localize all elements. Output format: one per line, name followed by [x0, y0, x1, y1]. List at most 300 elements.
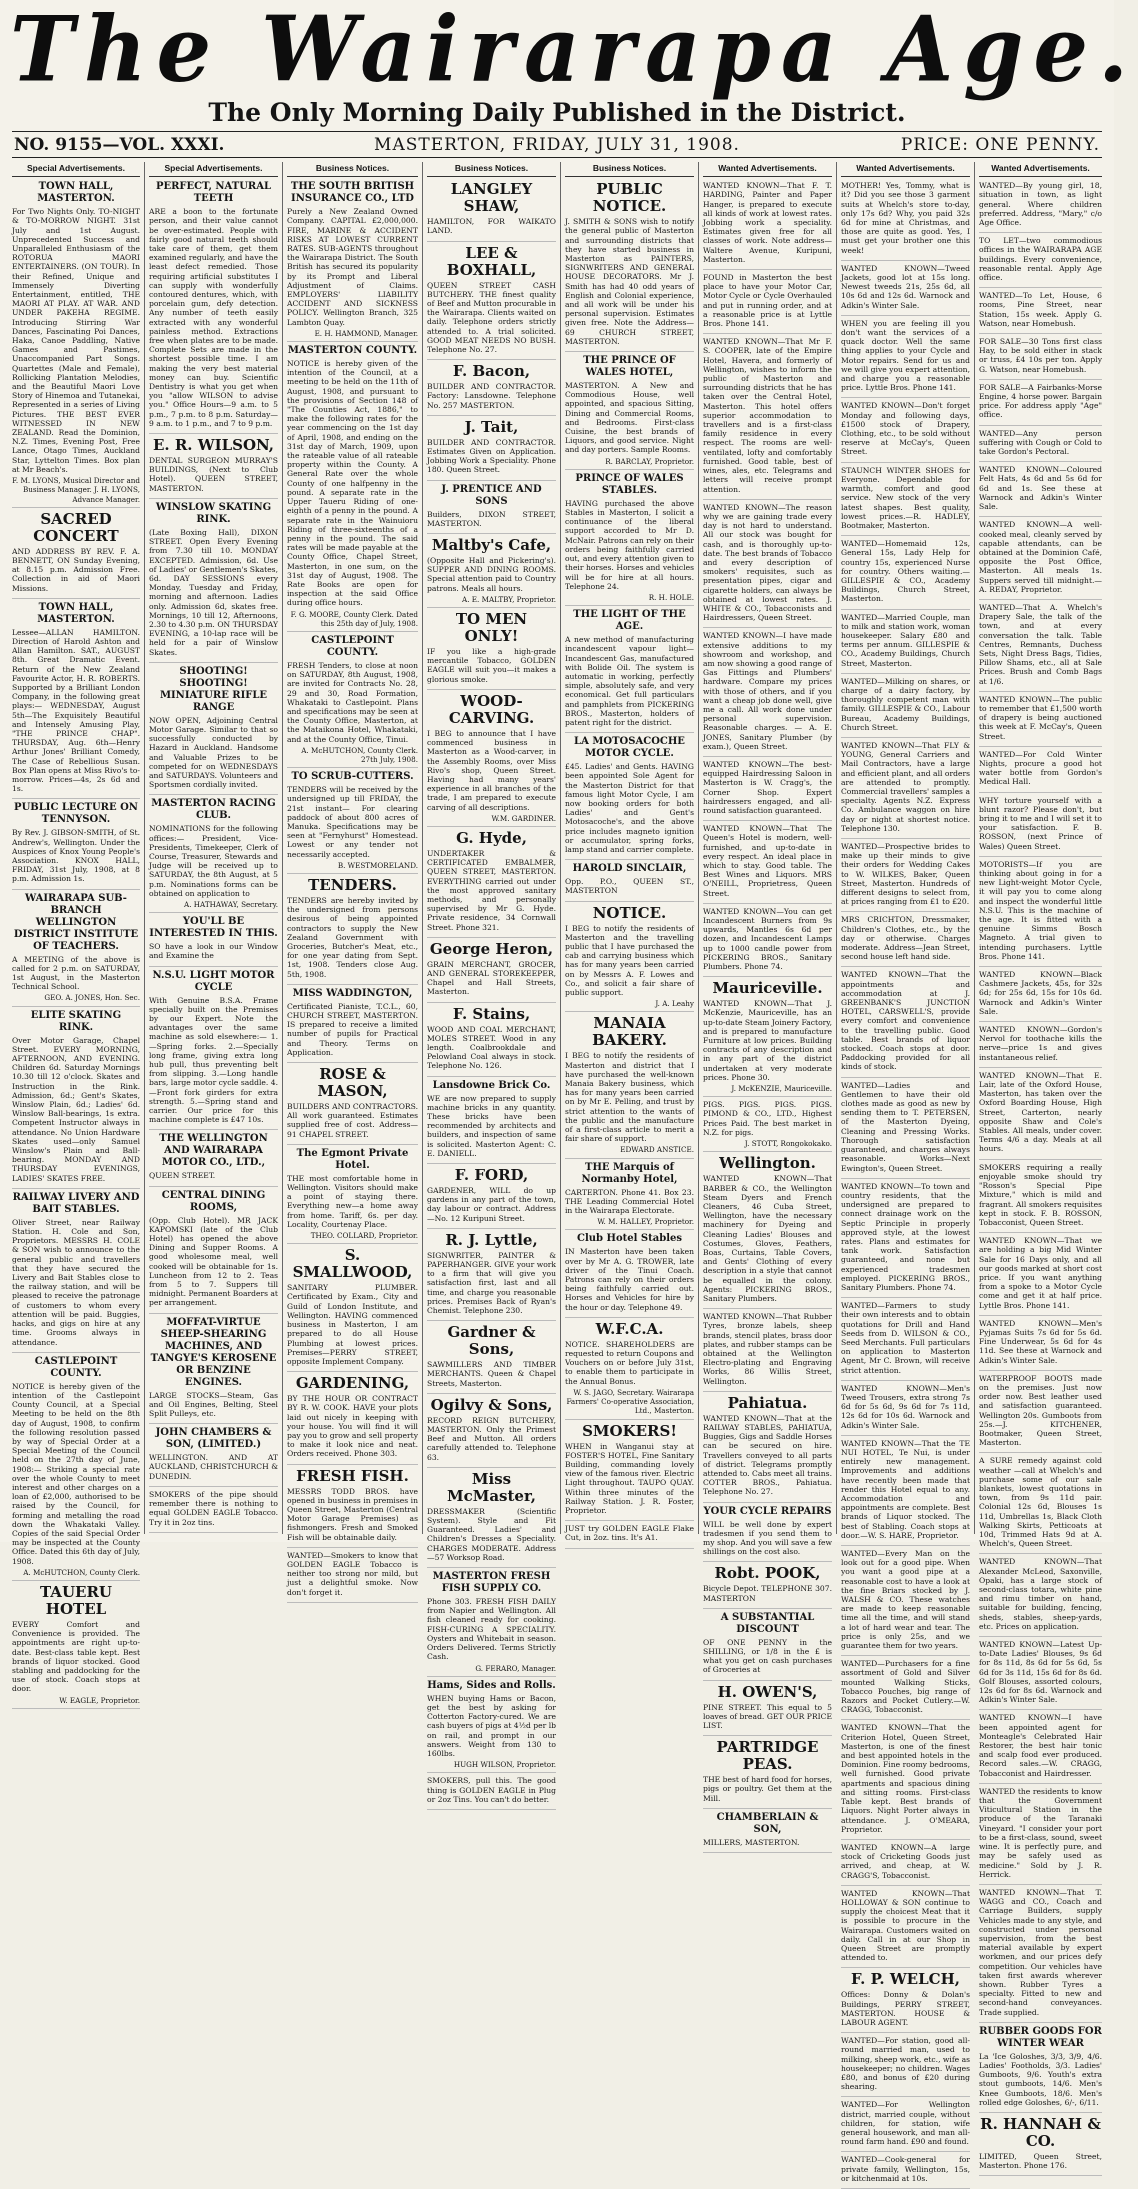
advertisement: [841, 1182, 970, 1298]
advertisement: [287, 1247, 418, 1372]
ad-body: BY THE HOUR OR CONTRACT BY R. W. COOK. HAVE your plots laid out nicely in keeping with your house. You will find it will pay you to grow and sell property to make it look nice and neat. Orders received. Phone 303.: [287, 1394, 418, 1459]
advertisement: [427, 1571, 556, 1677]
ad-body: WELLINGTON. AND AT AUCKLAND, CHRISTCHURCH & DUNEDIN.: [149, 1453, 278, 1481]
advertisement: [979, 860, 1102, 967]
ad-signature: W. EAGLE, Proprietor.: [59, 1695, 140, 1705]
column-header: Wanted Advertisements.: [979, 162, 1102, 177]
ad-body: NOTICE. SHAREHOLDERS are requested to return Coupons and Vouchers on or before July 31st, to enable them to participate in the Annual Bonus.: [565, 1339, 694, 1386]
ad-body: ARE a boon to the fortunate person, and their value cannot be over-estimated. People with fairly good natural teeth should take care of them, get them examined regularly, and have the least defect remedied. Those requiring artificial substitutes I can supply with wonderfully contoured dentures, which, with porcelain gum, defy detection. Any number of teeth easily extracted with any wonderful painless method. Extractions free when plates are to be made. Complete Sets are made in the shortest possible time. I am making the very best material money can buy. Scientific Dentistry is what you get when you "allow WILSON to advise you." Office Hours—9 a.m. to 5 p.m., 7 p.m. to 8 p.m. Saturday—9 a.m. to 1 p.m., and 7 to 9 p.m.: [149, 207, 278, 428]
ad-heading: F. P. WELCH,: [851, 1970, 960, 1989]
column-header: Business Notices.: [287, 162, 418, 177]
column-3: [282, 162, 422, 1597]
ad-body: WANTED—Married Couple, man to milk and station work, woman housekeeper. Salary £80 and terms per annum. GILLESPIE & CO., Academy Buildings, Church Street, Masterton.: [841, 612, 970, 668]
advertisement: [979, 337, 1102, 380]
advertisement: [979, 236, 1102, 288]
advertisement: [12, 893, 140, 1007]
advertisement: [287, 635, 418, 768]
ad-body: SIGNWRITER, PAINTER & PAPERHANGER. GIVE your work to a firm that will give you satisfaction first, last and all time, and charge you reasonable prices. Premises Back of Ryan's Chemist. Telephone 230.: [427, 1250, 556, 1316]
ad-heading: THE PRINCE OF WALES HOTEL,: [583, 355, 676, 379]
column-header: Special Advertisements.: [12, 162, 140, 177]
advertisement: [979, 1236, 1102, 1316]
dateline-bar: [12, 134, 1102, 156]
ad-heading: NOTICE.: [592, 903, 667, 922]
ad-body: NOTICE is hereby given of the intention of the Castlepoint County Council, at a Special Meeting to be held on the 8th day of August, 1908, to confirm the following resolution passed by way of Special Order at a Special Meeting of the Council held on the 27th day of June, 1908:— Striking a special rate over the whole County to meet interest and other charges on a loan of £2,000, authorised to be raised by the Council, for forming and metalling the road down the Whakataki Valley. Copies of the said Special Order may be inspected at the County Office. Dated this 6th day of July, 1908.: [12, 1381, 140, 1566]
advertisement: [979, 970, 1102, 1022]
ad-body: TENDERS will be received by the undersigned up till FRIDAY, the 21st instant— For clearing paddock of about 800 acres of Manuka. Specifications may be seen at "Fernyhurst" Homestead. Lowest or any tender not necessarily accepted.: [287, 785, 418, 859]
advertisement: [12, 1356, 140, 1581]
column-header: Business Notices.: [565, 162, 694, 177]
ad-body: CARTERTON. Phone 41. Box 23. THE Leading Commercial Hotel in the Wairarapa Electorate.: [565, 1187, 694, 1216]
advertisement: [703, 503, 832, 629]
ad-heading: FRESH FISH.: [296, 1466, 409, 1485]
ad-body: WANTED KNOWN—That T. WAGG and CO., Coach and Carriage Builders, supply Vehicles made to any style, and constructed under personal supervision, from the best material available by expert workmen, and our prices defy competition. Our vehicles have taken first awards wherever shown. Rubber Tyres a specialty. Fitted to new and second-hand conveyances. Trade supplied.: [979, 1887, 1102, 2017]
ad-body: Purely a New Zealand Owned Company. CAPITAL £2,000,000. FIRE, MARINE & ACCIDENT RISKS AT LOWEST CURRENT RATES. SUB-AGENTS throughout the Wairarapa District. The South British has secured its popularity by its Prompt and Liberal Adjustment of Claims. EMPLOYERS' LIABILITY ACCIDENT AND SICKNESS POLICY. Wellington Branch, 325 Lambton Quay.: [287, 207, 418, 327]
ad-body: WANTED KNOWN—That Alexander McLeod, Saxonville, Opaki, has a large stock of second-class totara, white pine and rimu timber on hand, suitable for building, fencing, sheds, stables, sheep-yards, etc. Prices on application.: [979, 1557, 1102, 1631]
ad-heading: PERFECT, NATURAL TEETH: [155, 181, 272, 205]
column-2: [144, 162, 282, 1534]
advertisement: [149, 1490, 278, 1533]
ad-body: WANTED KNOWN—A large stock of Cricketing Goods just arrived, and cheap, at W. CRAGG'S, Tobacconist.: [841, 1842, 970, 1880]
ad-heading: JOHN CHAMBERS & SON, (LIMITED.): [155, 1427, 272, 1451]
advertisement: [149, 916, 278, 966]
ad-body: (Opp. Club Hotel). MR JACK KAPOMSKI (late of the Club Hotel) has opened the above Dining and Supper Rooms. A good wholesome meal, well cooked will be obtainable for 1s. Luncheon from 12 to 2. Teas from 5 to 7. Suppers till midnight. Permanent Boarders at per arrangement.: [149, 1215, 278, 1308]
advertisement: [287, 771, 418, 874]
ad-body: WHEN you are feeling ill you don't want the services of a quack doctor. Well the same thing applies to your Cycle and Motor repairs. Send for us and we will give you expert attention, and charge you a reasonable price. Lyttle Bros. Phone 141.: [841, 318, 970, 393]
advertisement: [979, 291, 1102, 334]
ad-body: For Two Nights Only. TO-NIGHT & TO-MORROW NIGHT. 31st July and 1st August. Unprecedented Success and Unparalleled Enthusiasm of the ROTORUA MAORI ENTERTAINERS. (ON TOUR). In their Refined, Unique and Immensely Diverting Entertainment, entitled, THE MAORI AT PLAY. AT WAR. AND UNDER PAKEHA REGIME. Introducing Stirring War Dances, Fascinating Poi Dances, Haka, Canoe Paddling, Native Games and Pastimes, Unaccompanied Part Songs. Quartettes (Male and Female), Rollicking Plantation Melodies, and the Beautiful Maori Love Story of Hinemoa and Tutanekai, Represented in a series of Living Pictures. THE BEST EVER WITNESSED IN NEW ZEALAND. Read the Dominion, N.Z. Times, Evening Post, Free Lance, Otago Times, Auckland Star, Lyttelton Times. Box plan at Mr Beach's.: [12, 207, 140, 474]
ad-body: (Late Boxing Hall), DIXON STREET. Open Every Evening from 7.30 till 10. MONDAY EXCEPTED. Admission, 6d. Use of Ladies' or Gentlemen's Skates, 6d. DAY SESSIONS every Monday, Tuesday and Friday, morning and afternoon. Ladies only. Admission 6d, skates free. Mornings, 10 till 12, Afternoons, 2.30 to 4.30 p.m. ON THURSDAY EVENING, a 10-lap race will be held for a pair of Winslow Skates.: [149, 527, 278, 657]
column-header: Wanted Advertisements.: [841, 162, 970, 177]
ad-signature: W.M. GARDINER.: [491, 813, 556, 823]
advertisement: [703, 1506, 832, 1563]
advertisement: [565, 1524, 694, 1548]
advertisement: [703, 1100, 832, 1152]
ad-signature: J. A. Leahy: [655, 999, 694, 1009]
ad-heading: YOUR CYCLE REPAIRS: [703, 1505, 832, 1517]
ad-body: WANTED KNOWN—That the TE NUI HOTEL, Te Nui, is under entirely new management. Improvements and additions have recently been made that render this Hotel equal to any. Accommodation and appointments are complete. Best brands of Liquor stocked. The best of Stabling. Coach stops at door.—W. S. HARE, Proprietor.: [841, 1438, 970, 1540]
ad-heading: A SUBSTANTIAL DISCOUNT: [720, 1611, 815, 1635]
ad-heading: CASTLEPOINT COUNTY.: [34, 1355, 118, 1379]
column-6: [698, 162, 836, 1847]
ad-body: PIGS. PIGS. PIGS. PIGS. PIMOND & CO., LTD., Highest Prices Paid. The best market in N.Z. for pigs.: [703, 1100, 832, 1137]
ad-heading: ROSE & MASON,: [317, 1065, 388, 1101]
ad-body: WANTED KNOWN—That Mr F. S. COOPER, late of the Empire Hotel, Havera, and formerly of Wellington, wishes to inform the public of Masterton and surrounding districts that he has taken over the Central Hotel, Masterton. This hotel offers superior accommodation to travellers and is a first-class family residence in every respect. The rooms are well-ventilated, lofty and comfortably furnished. Good table, best of wines, ales, etc. Telegrams and letters will receive prompt attention.: [703, 337, 832, 494]
ad-body: A new method of manufacturing incandescent vapour light—Incandescent Gas, manufactured with Bolide Oil. The system is automatic in working, perfectly simple, absolutely safe, and very economical. Get full particulars and pamphlets from PICKERING BROS., Masterton, holders of patent right for the district.: [565, 635, 694, 727]
ad-body: SMOKERS, pull this. The good thing is GOLDEN EAGLE in Plug or 2oz Tins. You can't do better.: [427, 1776, 556, 1804]
ad-body: PINE STREET. This equal to 5 loaves of bread. GET OUR PRICE LIST.: [703, 1702, 832, 1731]
ad-body: Offices: Donny & Dolan's Buildings, PERRY STREET, MASTERTON. HOUSE & LABOUR AGENT.: [841, 1990, 970, 2027]
ad-body: Builders, DIXON STREET, MASTERTON.: [427, 509, 556, 528]
ad-body: WANTED—Any person suffering with Cough or Cold to take Gordon's Pectoral.: [979, 428, 1102, 457]
ad-body: WANTED—For station, good all-round married man, used to milking, sheep work, etc., wife as housekeeper; no children. Wages £80, and bonus of £20 during shearing.: [841, 2036, 970, 2092]
ad-heading: Lansdowne Brick Co.: [432, 1079, 551, 1091]
advertisement: [427, 537, 556, 608]
column-header: Special Advertisements.: [149, 162, 278, 177]
advertisement: [427, 611, 556, 690]
ad-heading: THE Marquis of Normanby Hotel,: [581, 1161, 678, 1185]
ad-body: WANTED—Farmers to study their own interests and to obtain quotations for Drill and Hand Seeds from D. WILSON & CO., Seed Merchants. Full particulars on application to Masterton Agent, Mr C. Brown, will receive strict attention.: [841, 1301, 970, 1375]
advertisement: [427, 1471, 556, 1568]
ad-body: UNDERTAKER & CERTIFICATED EMBALMER, QUEEN STREET, MASTERTON. EVERYTHING carried out under the most approved sanitary methods, and personally supervised by Mr G. Hyde. Private residence, 34 Cornwall Street. Phone 321.: [427, 848, 556, 932]
dateline: MASTERTON, FRIDAY, JULY 31, 1908.: [374, 135, 740, 155]
ad-heading: Hams, Sides and Rolls.: [427, 1679, 556, 1691]
newspaper-subtitle: The Only Morning Daily Published in the District.: [208, 98, 906, 127]
ad-heading: R. J. Lyttle,: [445, 1230, 538, 1249]
ad-heading: WOOD-CARVING.: [448, 691, 535, 727]
advertisement: [841, 1439, 970, 1546]
ad-heading: THE LIGHT OF THE AGE.: [573, 609, 686, 633]
ad-body: WANTED KNOWN—A well-cooked meal, cleanly served by capable attendants, can be obtained at the Dominion Café, opposite the Post Office, Masterton. All meals 1s. Suppers served till midnight.—A. REDAY, Proprietor.: [979, 520, 1102, 594]
ad-body: WANTED—Smokers to know that GOLDEN EAGLE Tobacco is neither too strong nor mild, but just a delightful smoke. Now don't forget it.: [287, 1550, 418, 1597]
advertisement: [12, 1192, 140, 1353]
column-1: [8, 162, 144, 1705]
ad-body: (Opposite Hall and Pickering's). SUPPER AND DINING ROOMS. Special attention paid to Country patrons. Meals all hours.: [427, 556, 556, 593]
advertisement: [427, 1680, 556, 1774]
ad-heading: George Heron,: [429, 939, 554, 958]
ad-body: I BEG to notify the residents of Masterton and the travelling public that I have purchased the cab and carrying business which has for many years been carried on by Messrs A. F. Lowes and Co., and solicit a fair share of public support.: [565, 923, 694, 997]
ad-body: SO have a look in our Window and Examine the: [149, 942, 278, 961]
ad-heading: R. HANNAH & CO.: [980, 2114, 1101, 2150]
ad-heading: PRINCE OF WALES STABLES.: [575, 472, 684, 496]
ad-body: WATERPROOF BOOTS made on the premises. Just now order now. Best leather used and satisfaction guaranteed. Wellington 20s. Gumboots from 25s.—J. KITCHENER, Bootmaker, Queen Street, Masterton.: [979, 1373, 1102, 1448]
ad-signature: F. G. MOORE, County Clerk. Dated this 25th day of July, 1908.: [290, 609, 418, 628]
issue-number: NO. 9155—VOL. XXXI.: [14, 135, 225, 155]
advertisement: [149, 502, 278, 663]
advertisement: [979, 383, 1102, 426]
ad-body: WANTED—Purchasers for a fine assortment of Gold and Silver mounted Walking Sticks, Tobacco Pouches, big range of Razors and Pocket Cutlery.—W. CRAGG, Tobacconist.: [841, 1659, 970, 1715]
ad-heading: TENDERS.: [308, 876, 397, 894]
ad-body: MRS CRICHTON, Dressmaker, Children's Clothes, etc., by the day or otherwise. Charges moderate. Address—Jean Street, second house left hand side.: [841, 915, 970, 962]
advertisement: [703, 1565, 832, 1608]
ad-body: Oliver Street, near Railway Station. H. Cole and Son, Proprietors. MESSRS H. COLE & SON wish to announce to the general public and travellers that they have secured the Livery and Bait Stables close to the railway station, and will be pleased to receive the patronage of customers to whom every attention will be paid. Buggies, hacks, and gigs on hire at any time. Grooms always in attendance.: [12, 1217, 140, 1347]
ad-body: By Rev. J. GIBSON-SMITH, of St. Andrew's, Wellington. Under the Auspices of Knox Young People's Association. KNOX HALL, FRIDAY, 31st July, 1908, at 8 p.m. Admission 1s.: [12, 828, 140, 884]
ad-body: OF ONE PENNY in the SHILLING, or 1/8 in the £ is what you get on cash purchases of Groceries at: [703, 1637, 832, 1675]
ad-heading: RAILWAY LIVERY AND BAIT STABLES.: [12, 1191, 140, 1215]
ad-body: WANTED KNOWN—You can get Incandescent Burners from 9s upwards, Mantles 6s 6d per dozen, and Incandescent Lamps up to 1000 candle power from PICKERING BROS., Sanitary Plumbers. Phone 74.: [703, 906, 832, 972]
ad-body: WANTED KNOWN—That the appointments and accommodation at J. GREENBANK'S JUNCTION HOTEL, CARSWELL'S, provide every comfort and convenience to the travelling public. Good table. Best brands of liquor stocked. Coach stops at door. Paddocking provided for all kinds of stock.: [841, 970, 970, 1072]
ad-body: MESSRS TODD BROS. have opened in business in premises in Queen Street, Masterton (Central Motor Garage Premises) as fishmongers. Fresh and Smoked Fish will be obtainable daily.: [287, 1486, 418, 1542]
ad-heading: G. Hyde,: [456, 828, 527, 847]
ad-heading: TO MEN ONLY!: [455, 610, 528, 646]
ad-body: SMOKERS of the pipe should remember there is nothing to equal GOLDEN EAGLE Tobacco. Try it in 2oz tins.: [149, 1489, 278, 1527]
ad-body: QUEEN STREET.: [149, 1171, 216, 1181]
ad-heading: PUBLIC NOTICE.: [592, 180, 667, 216]
ad-heading: SMOKERS!: [582, 1421, 677, 1440]
ad-body: J. SMITH & SONS wish to notify the general public of Masterton and surrounding districts that they have started business in Masterton as PAINTERS, SIGNWRITERS AND GENERAL HOUSE DECORATORS. Mr J. Smith has had 40 odd years of English and Colonial experience, and all work will be under his personal supervision. Estimates given free. Note the Address— 69 CHURCH STREET, MASTERTON.: [565, 217, 694, 346]
ad-body: WANTED KNOWN—I have been appointed agent for Monteagle's Celebrated Hair Restorer, the best hair tonic and scalp food ever produced. Record sales.—W. CRAGG, Tobacconist and Hairdresser.: [979, 1713, 1102, 1778]
ad-body: Opp. P.O., QUEEN ST., MASTERTON: [565, 877, 694, 896]
advertisement: [841, 842, 970, 912]
advertisement: [979, 603, 1102, 692]
advertisement: [427, 484, 556, 534]
advertisement: [979, 2116, 1102, 2176]
advertisement: [703, 631, 832, 757]
advertisement: [841, 466, 970, 536]
advertisement: [12, 802, 140, 889]
advertisement: [703, 907, 832, 977]
ad-body: WHEN in Wanganui stay at FOSTER'S HOTEL, Fine Sanitary Building, commanding lovely view of the famous river. Electric Light throughout. TAUPO QUAY. Within three minutes of the Railway Station. J. R. Foster, Proprietor.: [565, 1441, 694, 1515]
advertisement: [841, 677, 970, 738]
ad-heading: TO SCRUB-CUTTERS.: [291, 771, 414, 783]
ad-heading: LA MOTOSACOCHE MOTOR CYCLE.: [574, 736, 685, 760]
advertisement: [979, 1163, 1102, 1233]
advertisement: [703, 1155, 832, 1309]
ad-heading: W.F.C.A.: [595, 1319, 664, 1338]
advertisement: [287, 1375, 418, 1464]
advertisement: [841, 613, 970, 674]
advertisement: [427, 830, 556, 938]
ad-body: WANTED KNOWN—Black Cashmere Jackets, 45s, for 32s 6d; for 25s 6d, 15s for 10s 6d. Warnock and Adkin's Winter Sale.: [979, 970, 1102, 1016]
advertisement: [841, 2155, 970, 2189]
ad-heading: THE SOUTH BRITISH INSURANCE CO., LTD: [290, 181, 415, 205]
advertisement: [841, 1723, 970, 1839]
advertisement: [149, 970, 278, 1131]
ad-body: DENTAL SURGEON MURRAY'S BUILDINGS, (Next to Club Hotel). QUEEN STREET, MASTERTON.: [149, 456, 278, 493]
ad-body: WHY torture yourself with a blunt razor? Please don't, but bring it to me and I will set it to your satisfaction. F. B. ROSSON, (next Prince of Wales) Queen Street.: [979, 795, 1102, 851]
ad-heading: F. FORD,: [454, 1166, 529, 1184]
advertisement: [427, 1006, 556, 1077]
ad-body: WANTED—Prospective brides to make up their minds to give their orders for Wedding Cakes to W. WILKES, Baker, Queen Street, Masterton. Hundreds of different designs to select from, at prices ranging from £1 to £20.: [841, 842, 970, 907]
ad-body: BUILDERS AND CONTRACTORS. All work guaranteed. Estimates supplied free of cost. Address— 91 CHAPEL STREET.: [287, 1102, 418, 1139]
ad-signature: EDWARD ANSTICE.: [620, 1145, 694, 1155]
advertisement: [703, 181, 832, 270]
ad-body: QUEEN STREET CASH BUTCHERY. THE finest quality of Beef and Mutton procurable in the Wairarapa. Clients waited on daily. Telephone orders strictly attended to. A trial solicited. GOOD MEAT NEEDS NO BUSH. Telephone No. 27.: [427, 280, 556, 355]
ad-heading: CHAMBERLAIN & SON,: [716, 1811, 819, 1835]
ad-body: WANTED KNOWN—Men's Pyjamas Suits 7s 6d for 5s 6d. Fine Underwear, 5s 6d for 4s 11d. See these at Warnock and Adkin's Winter Sale.: [979, 1318, 1102, 1365]
ad-heading: YOU'LL BE INTERESTED IN THIS.: [149, 916, 278, 940]
ad-body: TO LET—two commodious offices in the WAIRARAPA AGE buildings. Every convenience, reasonable rental. Apply Age office.: [979, 236, 1102, 283]
advertisement: [565, 1321, 694, 1420]
ad-body: NOW OPEN, Adjoining Central Motor Garage. Similar to that so successfully conducted by Hazard in Auckland. Handsome and Valuable Prizes to be competed for on WEDNESDAYS and SATURDAYS. Volunteers and Sportsmen cordially invited.: [149, 715, 278, 790]
advertisement: [565, 905, 694, 1013]
ad-body: I BEG to notify the residents of Masterton and district that I have purchased the well-known Manaia Bakery business, which has for many years been carried on by Mr E. Pelling, and trust by strict attention to the wants of the public and the manufacture of a first-class article to merit a fair share of support.: [565, 1051, 694, 1144]
advertisement: [841, 1081, 970, 1179]
advertisement: [979, 1640, 1102, 1710]
column-header: Business Notices.: [427, 162, 556, 177]
ad-heading: TAUERU HOTEL: [39, 1582, 113, 1618]
ad-signature: F. M. LYONS, Musical Director and Business Manager. J. H. LYONS, Advance Manager.: [12, 476, 140, 504]
advertisement: [841, 539, 970, 609]
ad-signature: R. H. HOLE.: [648, 592, 694, 602]
ad-heading: RUBBER GOODS FOR WINTER WEAR: [979, 2025, 1102, 2049]
advertisement: [565, 1015, 694, 1158]
ad-body: WANTED KNOWN—I have made extensive additions to my showroom and workshop, and am now showing a good range of Gas Fittings and Plumbers' hardware. Compare my prices with those of others, and if you want a cheap job done well, give me a call. All work done under personal supervision. Reasonable charges. — A. E. JONES, Sanitary Plumber (by exam.), Queen Street.: [703, 631, 832, 751]
advertisement: [841, 2100, 970, 2152]
advertisement: [287, 877, 418, 985]
ad-body: WANTED KNOWN—That we are holding a big Mid Winter Sale for 16 Days only, and all our goods marked at short cost price. If you want anything from a spoke to a Motor Cycle come and get it at half price. Lyttle Bros. Phone 141.: [979, 1236, 1102, 1310]
advertisement: [287, 1551, 418, 1603]
ad-body: WANTED KNOWN—That the Criterion Hotel, Queen Street, Masterton, is one of the finest and best appointed hotels in the Dominion. Fine roomy bedrooms, well furnished. Good private apartments and spacious dining and sitting rooms. First-class Table kept. Best brands of Liquors. Night Porter always in attendance. J. O'MEARA, Proprietor.: [841, 1723, 970, 1834]
advertisement: [979, 1071, 1102, 1160]
ad-heading: TOWN HALL, MASTERTON.: [37, 601, 115, 625]
advertisement: [841, 401, 970, 462]
ad-heading: WINSLOW SKATING RINK.: [155, 501, 272, 525]
advertisement: [149, 1190, 278, 1314]
ad-heading: MANAIA BAKERY.: [592, 1014, 667, 1050]
newspaper-title: The Wairarapa Age.: [10, 0, 1138, 103]
advertisement: [979, 181, 1102, 233]
advertisement: [427, 363, 556, 416]
advertisement: [427, 1080, 556, 1164]
ad-body: A MEETING of the above is called for 2 p.m. on SATURDAY, 1st August, in the Masterton Technical School.: [12, 954, 140, 992]
ad-body: WHEN buying Hams or Bacon, get the best by asking for Cotterton Factory-cured. We are cash buyers of pigs at 4½d per lb on rail, and prompt in our answers. Weight from 130 to 160lbs.: [427, 1693, 556, 1758]
ad-heading: J. Tait,: [464, 417, 519, 436]
ad-heading: Miss McMaster,: [446, 1469, 536, 1505]
advertisement: [841, 181, 970, 261]
advertisement: [12, 511, 140, 599]
masthead: [0, 0, 1138, 150]
ad-heading: E. R. WILSON,: [152, 436, 275, 455]
ad-body: MASTERTON. A New and Commodious House, well appointed, and spacious Sitting, Dining and Commercial Rooms, and Bedrooms. First-class Cuisine, the best brands of Liquors, and good service. Night and day porters. Sample Rooms.: [565, 381, 694, 455]
ad-heading: LANGLEY SHAW,: [450, 180, 533, 216]
ad-heading: H. OWEN'S,: [717, 1682, 818, 1701]
ad-body: TENDERS are hereby invited by the undersigned from persons desirous of being appointed contractors to supply the New Zealand Government with Groceries, Butcher's Meat, etc., for one year dating from Sept. 1st, 1908. Tenders close Aug. 5th, 1908.: [287, 896, 418, 979]
advertisement: [979, 1557, 1102, 1637]
advertisement: [565, 355, 694, 470]
ad-body: Lessee—ALLAN HAMILTON. Direction of Harold Ashton and Allan Hamilton. SAT., AUGUST 8th. Great Dramatic Event. Return of the New Zealand Favourite Actor, H. R. ROBERTS. Supported by a Brilliant London Company, in the following great plays:— WEDNESDAY, August 5th—The Exquisitely Beautiful and Intensely Amusing Play, "THE PRINCE CHAP". THURSDAY, Aug. 6th—Henry Arthur Jones' Brilliant Comedy, The Case of Rebellious Susan. Box Plan opens at Miss Rivo's to-morrow. Prices—4s, 2s 6d and 1s.: [12, 627, 140, 794]
advertisement: [287, 988, 418, 1063]
advertisement: [427, 419, 556, 481]
ad-body: WANTED KNOWN—The best-equipped Hairdressing Saloon in Masterton is W. Cragg's, the Corner Shop. Expert hairdressers engaged, and all-round satisfaction guaranteed.: [703, 759, 832, 815]
advertisement: [841, 970, 970, 1077]
ad-body: AND ADDRESS BY REV. F. A. BENNETT, ON Sunday Evening, at 8.15 p.m. Admission Free. Collection in aid of Maori Missions.: [12, 546, 140, 593]
ad-heading: Gardner & Sons,: [447, 1323, 536, 1359]
advertisement: [565, 609, 694, 733]
ad-body: WANTED KNOWN—That at the RAILWAY STABLES, PAHIATUA, Buggies, Gigs and Saddle Horses can be secured on hire. Travellers conveyed to all parts of district. Telegrams promptly attended to. Cabs meet all trains. COTTER BROS., Pahiatua. Telephone No. 27.: [703, 1413, 832, 1497]
ad-heading: Wellington.: [719, 1154, 816, 1173]
ad-body: SAWMILLERS AND TIMBER MERCHANTS. Queen & Chapel Streets, Masterton.: [427, 1360, 556, 1388]
ad-heading: CASTLEPOINT COUNTY.: [311, 634, 394, 658]
ad-body: WANTED KNOWN—To town and country residents, that the undersigned are prepared to connect drainage work on the Septic Principle in properly approved style, at the lowest rates. Plans and estimates for tank work. Satisfaction guaranteed, and none but experienced tradesmen employed. PICKERING BROS., Sanitary Plumbers. Phone 74.: [841, 1181, 970, 1292]
ad-body: HAMILTON, FOR WAIKATO LAND.: [427, 217, 556, 236]
ad-body: WANTED—For Wellington district, married couple, without children, for station, wife general housework, and man all-round farm hand. £90 and found.: [841, 2100, 970, 2147]
ad-heading: GARDENING,: [295, 1374, 410, 1393]
advertisement: [841, 1549, 970, 1656]
advertisement: [427, 1232, 556, 1321]
ad-heading: PARTRIDGE PEAS.: [716, 1738, 819, 1774]
ad-body: WANTED KNOWN—The public to remember that £1,500 worth of drapery is being auctioned this week at F. McCay's, Queen Street.: [979, 694, 1102, 741]
ad-body: WANTED KNOWN—That E. Lair, late of the Oxford House, Masterton, has taken over the Oxford Boarding House, High Street, Carterton, nearly opposite Shaw and Cole's Stables. All meals, under cover. Terms 4/6 a day. Meals at all hours.: [979, 1070, 1102, 1154]
dateline-top-rule: [12, 131, 1102, 132]
advertisement: [703, 1812, 832, 1853]
ad-heading: Club Hotel Stables: [577, 1233, 682, 1245]
ad-body: RECORD REIGN BUTCHERY, MASTERTON. Only the Primest Beef and Mutton. All orders carefully attended to. Telephone 63.: [427, 1415, 556, 1462]
ad-body: WANTED KNOWN—Tweed Jackets, good lot at 15s long. Newest tweeds 21s, 25s 6d, all 10s 6d and 12s 6d. Warnock and Adkin's Winter Sale.: [841, 263, 970, 310]
ad-body: MOTORISTS—If you are thinking about going in for a new Light-weight Motor Cycle, it will pay you to come along and inspect the wonderful little N.S.U. This is the machine of the age. It is fitted with a genuine Simms Bosch Magneto. A trial given to intending purchasers. Lyttle Bros. Phone 141.: [979, 859, 1102, 961]
ad-body: BUILDER AND CONTRACTOR. Estimates Given on Application. Jobbing Work a Speciality. Phone 180. Queen Street.: [427, 437, 556, 475]
ad-body: WANTED KNOWN—Gordon's Nervol for toothache kills the nerve—price 1s and gives instantaneous relief.: [979, 1025, 1102, 1062]
advertisement: [287, 1468, 418, 1548]
advertisement: [841, 264, 970, 316]
advertisement: [703, 1684, 832, 1737]
advertisement: [565, 863, 694, 901]
ad-body: LIMITED, Queen Street, Masterton. Phone 176.: [979, 2151, 1102, 2171]
ad-body: JUST try GOLDEN EAGLE Flake Cut, in 2oz. tins. It's A1.: [565, 1524, 694, 1543]
advertisement: [427, 181, 556, 241]
ad-body: THE best of hard food for horses, pigs or poultry. Get them at the Mill.: [703, 1775, 832, 1803]
ad-body: BUILDER AND CONTRACTOR. Factory: Lansdowne. Telephone No. 257 MASTERTON.: [427, 382, 556, 410]
ad-body: Over Motor Garage, Chapel Street. EVERY MORNING, AFTERNOON, AND EVENING. Children 6d. Saturday Mornings 10.30 till 12 o'clock. Skates and Instruction in the Rink. Admission, 6d.; Gent's Skates, Winslow Plain, 6d.; Ladies' 6d. Winslow Ball-bearings, 1s extra. Competent Instructor always in attendance. No Union Hardware Skates used—only Samuel Winslow's Plain and Ball-bearing. MONDAY AND THURSDAY EVENINGS, LADIES' SKATES FREE.: [12, 1035, 140, 1183]
advertisement: [427, 1397, 556, 1468]
advertisement: [841, 2036, 970, 2097]
ad-body: WE are now prepared to supply machine bricks in any quantity. These bricks have been recommended by architects and builders, and inspection of same is solicited. Masterton Agent: C. E. DANIELL.: [427, 1093, 556, 1158]
ad-body: WANTED KNOWN—That HOLLOWAY & SON continue to supply the choicest Meat that it is possible to procure in the Wairarapa. Customers waited on daily. Call in at our Shop in Queen Street are promptly attended to.: [841, 1888, 970, 1963]
ad-body: WANTED KNOWN—That J. McKenzie, Mauriceville, has an up-to-date Steam Joinery Factory, and is prepared to manufacture Furniture at low prices. Building contracts of any description and in any part of the district undertaken at very moderate prices. Phone 30.: [703, 999, 832, 1082]
advertisement: [979, 1025, 1102, 1068]
advertisement: [427, 693, 556, 827]
advertisement: [703, 273, 832, 334]
ad-body: THE most comfortable home in Wellington. Visitors should make a point of staying there. Everything new—a home away from home. Tariff, 6s. per day. Locality, Courtenay Place.: [287, 1173, 418, 1229]
advertisement: [979, 695, 1102, 747]
advertisement: [703, 1312, 832, 1392]
advertisement: [703, 1395, 832, 1503]
ad-heading: THE WELLINGTON AND WAIRARAPA MOTOR CO., LTD.,: [159, 1133, 268, 1169]
ad-body: WANTED—For Cold Winter Nights, procure a good hot water bottle from Gordon's Medical Hall.: [979, 749, 1102, 787]
ad-body: NOTICE is hereby given of the intention of the Council, at a meeting to be held on the 11th of August, 1908, and pursuant to the provisions of Section 148 of "The Counties Act, 1886," to make the following rates for the year commencing on the 1st day of April, 1908, and ending on the 31st day of March, 1909, upon the rateable value of all rateable property within the County. A General Rate over the whole County of one halfpenny in the pound. A separate rate in the Upper Taueru Riding of one-eighth of a penny in the pound. A separate rate in the Wainuioru Riding of three-sixteenths of a penny in the pound. The said rates will be made payable at the County Office, Chapel Street, Masterton, in one sum, on the 31st day of August, 1908. The Rate Books are open for inspection at the said Office during office hours.: [287, 359, 418, 608]
ad-body: £45. Ladies' and Gents. HAVING been appointed Sole Agent for the Masterton District for that famous light Motor Cycle, I am now booking orders for both Ladies' and Gent's Motosacoche's, and the above price includes magneto ignition or accumulator, spring forks, lamp stand and carrier complete.: [565, 762, 694, 854]
ad-body: IF you like a high-grade mercantile Tobacco, GOLDEN EAGLE will suit you—it makes a glorious smoke.: [427, 647, 556, 684]
advertisement: [427, 1324, 556, 1394]
ad-body: WOOD AND COAL MERCHANT, MOLES STREET. Wood in any length. Coalbrookdale and Pelowland Coal always in stock. Telephone No. 126.: [427, 1024, 556, 1071]
ad-body: NOMINATIONS for the following offices:— President, Vice-Presidents, Timekeeper, Clerk of Course, Treasurer, Stewards and Judge will be received up to SATURDAY, the 8th August, at 5 p.m. Nominations forms can be obtained on application to: [149, 824, 278, 898]
advertisement: [979, 1888, 1102, 2023]
ad-body: WANTED KNOWN—Latest Up-to-Date Ladies' Blouses, 9s 6d for 8s 11d, 8s 6d for 5s 6d, 5s 6d for 3s 11d, 15s 6d for 8s 6d. Golf Blouses, assorted colours, 12s 6d for 8s 6d. Warnock and Adkin's Winter Sale.: [979, 1640, 1102, 1705]
ad-body: With Genuine B.S.A. Frame specially built on the Premises by our Expert. Note the advantages over the same machine as sold elsewhere:— 1.—Spring forks. 2.—Specially long frame, giving extra long hub pull, thus preventing belt from slipping. 3.—Long handle bars, large motor cycle saddle. 4.—Front fork girders for extra strength. 5.—Spring stand and carrier. Our price for this machine complete is £47 10s.: [149, 995, 278, 1125]
advertisement: [841, 1659, 970, 1720]
ad-body: FOR SALE—A Fairbanks-Morse Engine, 4 horse power. Bargain price. For address apply "Age" office.: [979, 382, 1102, 420]
advertisement: [703, 824, 832, 904]
ad-body: WILL be well done by expert tradesmen if you send them to my shop. And you will save a few shillings on the cost also.: [703, 1519, 832, 1557]
advertisement: [565, 473, 694, 606]
ad-heading: MASTERTON FRESH FISH SUPPLY CO.: [432, 1571, 551, 1595]
ad-heading: F. Stains,: [452, 1004, 531, 1023]
advertisement: [979, 465, 1102, 517]
ad-body: WANTED the residents to know that the Government Viticultural Station in the produce of the Taranaki Vineyard. "I consider your port to be a first-class, sound, sweet wine. It is perfectly pure, and may be safely used as medicine." Sold by J. R. Herrick.: [979, 1786, 1102, 1879]
advertisement: [841, 741, 970, 839]
advertisement: [841, 1889, 970, 1969]
ad-body: WANTED—That A. Whelch's Drapery Sale, the talk of the town, and at every conversation the talk. Table Centres, Remnants, Duchess Sets, Night Dress Bags, Tidies, Pillow Shams, etc., all at Sale Prices. Brush and Comb Bags at 1/6.: [979, 602, 1102, 686]
advertisement: [979, 2026, 1102, 2113]
ad-body: EVERY Comfort and Convenience is provided. The appointments are right up-to-date. Best-class table kept. Best brands of liquor stocked. Good stabling and paddocking for the use of stock. Coach stops at door.: [12, 1619, 140, 1694]
ad-body: WANTED KNOWN—That FLY & YOUNG, General Carriers and Mail Contractors, have a large and efficient plant, and all orders are attended to promptly. Commercial travellers' samples a specialty. Agents N.Z. Express Co. Ambulance waggon on hire day or night at shortest notice. Telephone 130.: [841, 740, 970, 833]
advertisement: [979, 1456, 1102, 1554]
ad-body: SANITARY PLUMBER. Certificated by Exam., City and Guild of London Institute, and Wellington. HAVING commenced business in Masterton, I am prepared to do all House Plumbing at lowest prices. Premises—PERRY STREET, opposite Implement Company.: [287, 1283, 418, 1366]
advertisement: [979, 429, 1102, 463]
column-5: [560, 162, 698, 1543]
advertisement: [149, 181, 278, 434]
ad-signature: THEO. COLLARD, Proprietor.: [310, 1231, 418, 1241]
ad-heading: Maltby's Cafe,: [431, 536, 552, 555]
ad-body: STAUNCH WINTER SHOES for Everyone. Dependable for warmth, comfort and good service. New stock of the very latest shapes. Best quality, lowest prices.—R. HADLEY, Bootmaker, Masterton.: [841, 465, 970, 530]
advertisement: [979, 1787, 1102, 1885]
advertisement: [841, 1971, 970, 2033]
column-8: [974, 162, 1106, 2171]
ad-body: WANTED KNOWN—That The Queen's Hotel is modern, well-furnished, and up-to-date in every respect. An ideal place in which to stay. Good table. The Best Wines and Liquors. MRS O'NEILL, Proprietress, Queen Street.: [703, 824, 832, 898]
ad-heading: MASTERTON RACING CLUB.: [151, 798, 276, 822]
advertisement: [565, 1162, 694, 1231]
ad-body: Phone 303. FRESH FISH DAILY from Napier and Wellington. All fish cleaned ready for cooking. FISH-CURING A SPECIALITY. Oysters and Whitebait in season. Orders Delivered. Terms Strictly Cash.: [427, 1597, 556, 1662]
ad-heading: The Egmont Private Hotel.: [296, 1147, 409, 1171]
ad-heading: Robt. POOK,: [714, 1564, 821, 1583]
ad-signature: HUGH WILSON, Proprietor.: [453, 1760, 556, 1770]
advertisement: [979, 1374, 1102, 1454]
dateline-bottom-rule: [12, 157, 1102, 158]
column-header: Wanted Advertisements.: [703, 162, 832, 177]
ad-body: WANTED KNOWN—That Rubber Tyres, bronze labels, sheep brands, stencil plates, brass door plates, and rubber stamps can be obtained at the Wellington Electro-plating and Engraving Works, 86 Willis Street, Wellington.: [703, 1312, 832, 1386]
price: PRICE: ONE PENNY.: [900, 135, 1100, 155]
advertisement: [287, 1148, 418, 1244]
ad-heading: ELITE SKATING RINK.: [30, 1009, 122, 1033]
